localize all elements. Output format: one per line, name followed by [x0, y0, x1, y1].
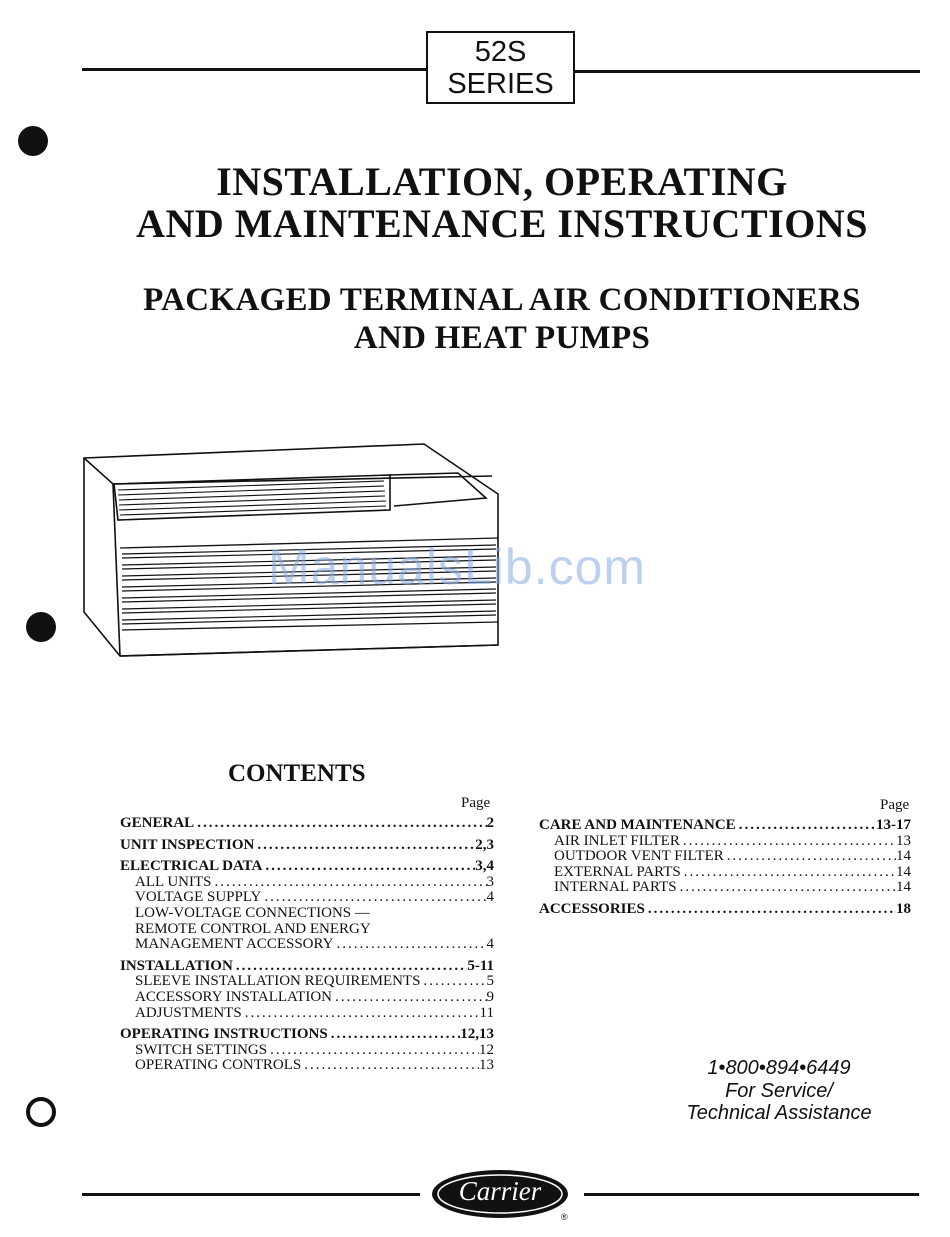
toc-entry [120, 1058, 494, 1074]
toc-entry-page: 13 [896, 832, 911, 849]
toc-leader-dots [334, 937, 487, 953]
page-column-label-left: Page [461, 795, 491, 811]
toc-entry-label: GENERAL [120, 815, 195, 831]
toc-entry-label: ACCESSORIES [539, 900, 645, 917]
toc-leader-dots [724, 849, 896, 865]
toc-entry [120, 959, 494, 975]
toc-entry-page: 12,13 [460, 1026, 494, 1043]
toc-leader-dots [194, 816, 486, 832]
series-number: 52S [474, 36, 527, 68]
toc-leader-dots [677, 880, 896, 896]
toc-entry-page: 5-11 [467, 957, 494, 974]
toc-entry-label: SLEEVE INSTALLATION REQUIREMENTS [135, 973, 421, 990]
toc-entry [120, 838, 494, 854]
toc-leader-dots [254, 838, 475, 854]
carrier-logo [430, 1168, 570, 1222]
punch-hole-bottom [26, 1097, 56, 1127]
toc-entry [539, 818, 911, 834]
toc-leader-dots [301, 1058, 479, 1074]
toc-entry-label: OPERATING INSTRUCTIONS [120, 1026, 328, 1043]
toc-entry [120, 890, 494, 906]
toc-left-column [120, 816, 494, 1074]
toc-entry [539, 834, 911, 850]
toc-leader-dots [420, 974, 486, 990]
toc-entry-page: 2 [486, 815, 494, 831]
toc-entry [120, 816, 494, 832]
toc-entry [120, 1027, 494, 1043]
toc-leader-dots [261, 890, 486, 906]
toc-entry-label: INSTALLATION [120, 957, 233, 974]
toc-entry-label: CARE AND MAINTENANCE [539, 817, 736, 833]
contents-heading: CONTENTS [228, 760, 366, 787]
toc-entry-page: 4 [486, 936, 494, 953]
punch-hole-top [18, 126, 48, 156]
toc-entry-page: 14 [896, 879, 911, 896]
page-column-label-right: Page [880, 797, 910, 813]
subtitle-line1: PACKAGED TERMINAL AIR CONDITIONERS [143, 282, 861, 318]
header-rule-right [575, 70, 920, 73]
header-rule-left [82, 68, 426, 71]
toc-leader-dots [328, 1027, 461, 1043]
punch-hole-middle [26, 612, 56, 642]
toc-entry-page: 4 [486, 889, 494, 906]
toc-leader-dots [262, 859, 475, 875]
toc-entry-label: ACCESSORY INSTALLATION [135, 988, 333, 1005]
toc-entry-page: 9 [486, 988, 494, 1005]
toc-entry-label: ELECTRICAL DATA [120, 858, 263, 875]
toc-entry [120, 1006, 494, 1022]
service-phone: 1•800•894•6449 [707, 1057, 851, 1079]
toc-leader-dots [267, 1043, 479, 1059]
toc-entry-page: 18 [896, 900, 911, 917]
toc-entry [120, 937, 494, 953]
toc-leader-dots [233, 959, 468, 975]
toc-entry [120, 875, 494, 891]
toc-entry-page: 3 [486, 873, 494, 890]
toc-entry-page: 13-17 [876, 817, 911, 833]
series-label: SERIES [447, 68, 554, 100]
toc-leader-dots [332, 990, 486, 1006]
toc-entry-label: EXTERNAL PARTS [554, 863, 681, 880]
toc-entry [120, 1043, 494, 1059]
toc-entry-page: 14 [896, 863, 911, 880]
toc-entry [539, 849, 911, 865]
toc-entry-label: UNIT INSPECTION [120, 836, 255, 853]
toc-entry-page: 12 [479, 1041, 494, 1058]
toc-entry-label: MANAGEMENT ACCESSORY [135, 936, 334, 953]
toc-leader-dots [736, 818, 876, 834]
toc-leader-dots [645, 902, 896, 918]
toc-entry-label: VOLTAGE SUPPLY [135, 889, 262, 906]
toc-entry-label: SWITCH SETTINGS [135, 1041, 268, 1058]
watermark: ManualsLib.com [268, 539, 647, 595]
footer-rule-left [82, 1193, 420, 1196]
subtitle-line2: AND HEAT PUMPS [353, 320, 651, 356]
toc-entry-page: 13 [479, 1057, 494, 1074]
footer-rule-right [584, 1193, 919, 1196]
toc-entry [539, 902, 911, 918]
toc-entry-page: 2,3 [475, 836, 494, 853]
service-info [660, 1057, 898, 1125]
toc-entry-label: INTERNAL PARTS [554, 879, 677, 896]
toc-entry [120, 906, 494, 922]
main-title-line2: AND MAINTENANCE INSTRUCTIONS [136, 201, 868, 246]
toc-entry-page: 3,4 [475, 858, 494, 875]
toc-entry-label: OPERATING CONTROLS [135, 1057, 302, 1074]
toc-entry-page: 14 [896, 848, 911, 865]
toc-entry [539, 865, 911, 881]
series-box [426, 31, 575, 104]
toc-leader-dots [680, 834, 896, 850]
toc-entry [120, 990, 494, 1006]
toc-entry [120, 859, 494, 875]
toc-entry-label: REMOTE CONTROL AND ENERGY [135, 920, 371, 937]
toc-leader-dots [681, 865, 896, 881]
toc-leader-dots [242, 1006, 480, 1022]
toc-leader-dots [212, 875, 487, 891]
toc-entry-page: 5 [486, 973, 494, 990]
toc-entry-label: LOW-VOLTAGE CONNECTIONS — [135, 904, 370, 921]
toc-right-column [539, 818, 911, 918]
registered-mark: ® [561, 1212, 568, 1222]
service-line3: Technical Assistance [686, 1102, 872, 1124]
toc-entry [539, 880, 911, 896]
toc-entry [120, 974, 494, 990]
toc-entry-label: OUTDOOR VENT FILTER [554, 848, 724, 865]
main-title-line1: INSTALLATION, OPERATING [216, 159, 788, 204]
toc-entry-label: AIR INLET FILTER [554, 832, 680, 849]
service-line2: For Service/ [725, 1079, 833, 1102]
toc-entry [120, 922, 494, 938]
toc-entry-label: ADJUSTMENTS [135, 1004, 242, 1021]
toc-entry-page: 11 [479, 1004, 494, 1021]
toc-entry-label: ALL UNITS [135, 873, 212, 890]
logo-brand-text: Carrier [458, 1176, 542, 1206]
